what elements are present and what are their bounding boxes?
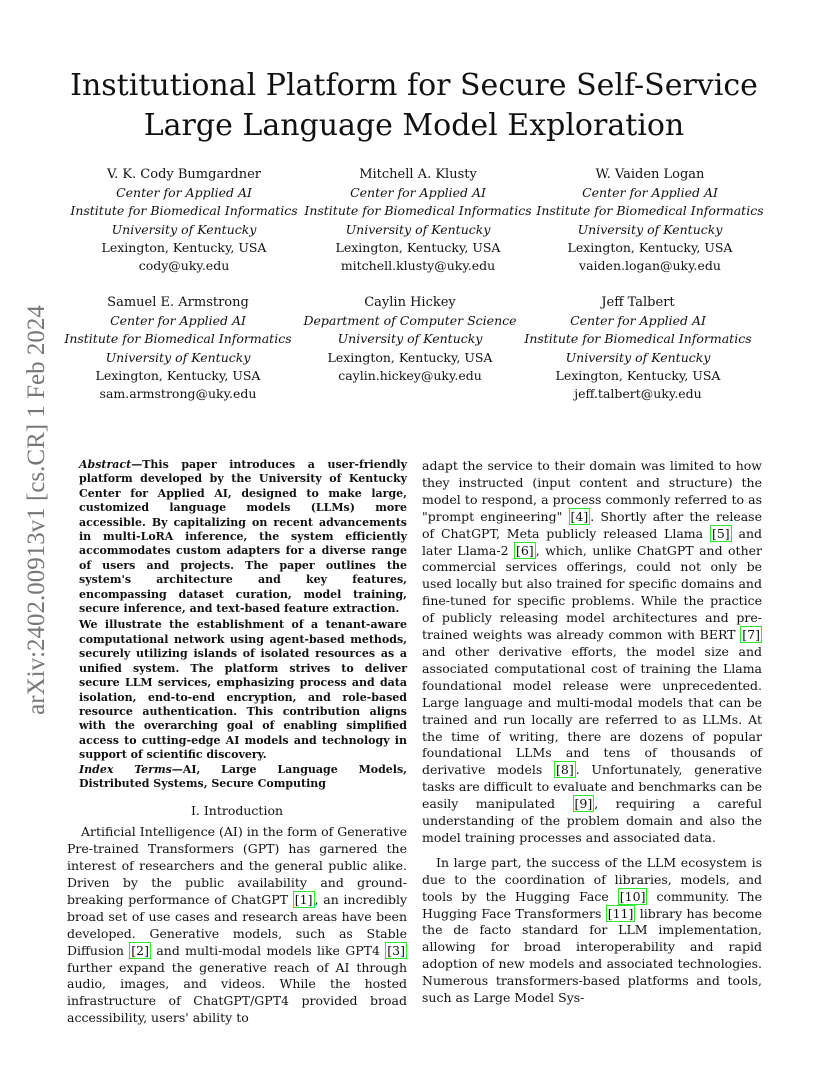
- citation-link[interactable]: [10]: [619, 888, 646, 904]
- author-affiliation: University of Kentucky: [337, 331, 483, 347]
- left-column: [67, 458, 407, 1027]
- author-affiliation: Center for Applied AI: [582, 185, 718, 201]
- author-email: cody@uky.edu: [138, 258, 230, 274]
- author-location: Lexington, Kentucky, USA: [327, 349, 493, 365]
- index-terms-text: —AI, Large Language Models, Distributed Systems, Secure Computing: [79, 762, 407, 790]
- author-name: Samuel E. Armstrong: [107, 295, 249, 310]
- author-block-1: [60, 166, 308, 275]
- author-block-3: [524, 166, 776, 275]
- body-text: further expand the generative reach of AI through audio, images, and videos. While the hosted infrastructure of ChatGPT/GPT4 provided broad accessibility, users' ability to: [67, 959, 407, 1026]
- body-text: and other derivative efforts, the model size and associated computational cost of training the Llama foundational model release were unprecedented. Large language and multi-modal models that can be trained and run locally are referred to as LLMs. At the time of writing, there are dozens of popular foundational LLMs and tens of thousands of derivative models: [422, 643, 762, 778]
- author-name: W. Vaiden Logan: [595, 167, 705, 182]
- abstract-text: —This paper introduces a user-friendly platform developed by the University of Kentucky Center for Applied AI, designed to make large, customized language models (LLMs) more accessible. By capitalizing on recent advancements in multi-LoRA inference, the system efficiently accommodates custom adapters for a diverse range of users and projects. The paper outlines the system's architecture and key features, encompassing dataset curation, model training, secure inference, and text-based feature extraction.: [79, 458, 407, 616]
- author-location: Lexington, Kentucky, USA: [555, 367, 721, 383]
- arxiv-stamp-text: arXiv:2402.00913v1 [cs.CR] 1 Feb 2024: [23, 305, 50, 715]
- citation-link[interactable]: [8]: [556, 762, 574, 778]
- author-affiliation: Institute for Biomedical Informatics: [64, 331, 292, 347]
- author-affiliation: Institute for Biomedical Informatics: [524, 331, 752, 347]
- body-text: community. The Hugging Face Transformers: [422, 888, 762, 921]
- body-text: Artificial Intelligence (AI) in the form of Generative Pre-trained Transformers (GPT) has garnered the interest of researchers and the general public alike. Driven by the public availability and ground-breaking performance of ChatGPT: [67, 824, 407, 907]
- author-name: Jeff Talbert: [601, 295, 675, 310]
- author-affiliation: Center for Applied AI: [116, 185, 252, 201]
- author-affiliation: University of Kentucky: [345, 221, 491, 237]
- author-affiliation: Institute for Biomedical Informatics: [70, 203, 298, 219]
- author-affiliation: Center for Applied AI: [350, 185, 486, 201]
- body-text: . Shortly after the release of ChatGPT, Meta publicly released Llama: [422, 508, 762, 541]
- author-email: caylin.hickey@uky.edu: [338, 367, 482, 383]
- body-text: , an incredibly broad set of use cases and research areas have been developed. Generative models, such as Stable Diffusion: [67, 891, 408, 958]
- abstract-label: Abstract: [79, 458, 132, 471]
- author-block-5: [286, 294, 534, 385]
- author-email: vaiden.logan@uky.edu: [579, 258, 721, 274]
- citation-link[interactable]: [9]: [574, 796, 593, 812]
- citation-link[interactable]: [1]: [294, 891, 313, 907]
- author-block-2: [292, 166, 544, 275]
- citation-link[interactable]: [6]: [515, 542, 534, 558]
- author-email: sam.armstrong@uky.edu: [99, 386, 257, 402]
- body-text: library has become the de facto standard for LLM implementation, allowing for broad interoperability and rapid adoption of new models and associated technologies. Numerous transformers-based platforms and tools, such as Large Model Sys-: [422, 905, 762, 1006]
- arxiv-stamp: [22, 295, 52, 725]
- paper-title-line-2: Large Language Model Exploration: [143, 108, 685, 143]
- author-block-6: [514, 294, 762, 403]
- body-text: , requiring a careful understanding of the problem domain and also the model training processes and associated data.: [422, 796, 762, 845]
- body-text: and later Llama-2: [422, 525, 763, 558]
- author-affiliation: Center for Applied AI: [570, 313, 706, 329]
- author-location: Lexington, Kentucky, USA: [95, 367, 261, 383]
- author-affiliation: Center for Applied AI: [110, 313, 246, 329]
- author-email: jeff.talbert@uky.edu: [574, 386, 702, 402]
- author-affiliation: University of Kentucky: [577, 221, 723, 237]
- body-text: . Unfortunately, generative tasks are difficult to evaluate and benchmarks can be easily manipulated: [422, 762, 763, 812]
- author-location: Lexington, Kentucky, USA: [335, 239, 501, 255]
- author-affiliation: University of Kentucky: [111, 221, 257, 237]
- author-affiliation: Department of Computer Science: [303, 313, 517, 329]
- right-column: [422, 458, 762, 1007]
- intro-paragraph-2: [422, 855, 762, 1007]
- author-email: mitchell.klusty@uky.edu: [340, 258, 496, 274]
- author-name: Mitchell A. Klusty: [359, 167, 477, 182]
- paper-title: [60, 66, 768, 146]
- author-affiliation: University of Kentucky: [565, 349, 711, 365]
- citation-link[interactable]: [5]: [711, 525, 730, 541]
- abstract-text-2: We illustrate the establishment of a tenant-aware computational network using agent-based methods, securely utilizing islands of isolated resources as a unified system. The platform strives to deliver secure LLM services, emphasizing process and data isolation, end-to-end encryption, and role-based resource authentication. This contribution aligns with the overarching goal of enabling simplified access to cutting-edge AI models and technology in support of scientific discovery.: [79, 618, 407, 762]
- citation-link[interactable]: [3]: [387, 942, 406, 958]
- author-name: Caylin Hickey: [364, 295, 456, 310]
- body-text: In large part, the success of the LLM ecosystem is due to the coordination of libraries, models, and tools by the Hugging Face: [422, 854, 762, 904]
- author-affiliation: Institute for Biomedical Informatics: [304, 203, 532, 219]
- index-terms-label: Index Terms: [79, 762, 172, 776]
- abstract-paragraph-2: [79, 618, 407, 762]
- citation-link[interactable]: [2]: [131, 942, 149, 958]
- author-location: Lexington, Kentucky, USA: [101, 239, 267, 255]
- body-text: , which, unlike ChatGPT and other commercial services offerings, could not only be used locally but also trained for specific domains and fine-tuned for specific problems. While the practice of publicly releasing model architectures and pre-trained weights was already common with BERT: [422, 542, 763, 643]
- paper-title-line-1: Institutional Platform for Secure Self-Service: [70, 68, 758, 103]
- intro-paragraph-1: [67, 824, 407, 1027]
- citation-link[interactable]: [11]: [607, 905, 634, 921]
- body-text: adapt the service to their domain was limited to how they instructed (input content and structure) the model to respond, a process commonly referred to as "prompt engineering": [422, 458, 762, 524]
- author-block-4: [54, 294, 302, 403]
- citation-link[interactable]: [4]: [570, 508, 589, 524]
- section-heading-introduction: I. Introduction: [190, 803, 284, 819]
- author-location: Lexington, Kentucky, USA: [567, 239, 733, 255]
- abstract-paragraph-1: [79, 458, 407, 616]
- body-text: and multi-modal models like GPT4: [151, 942, 386, 958]
- index-terms: [79, 763, 407, 792]
- author-affiliation: Institute for Biomedical Informatics: [536, 203, 764, 219]
- citation-link[interactable]: [7]: [742, 627, 760, 643]
- intro-paragraph-1-continued: [422, 458, 762, 847]
- author-name: V. K. Cody Bumgardner: [106, 167, 262, 182]
- author-affiliation: University of Kentucky: [105, 349, 251, 365]
